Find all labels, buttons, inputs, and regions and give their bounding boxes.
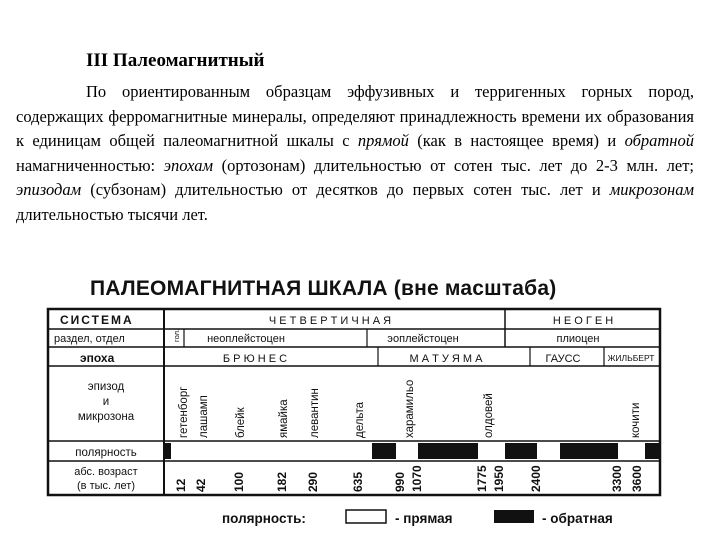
row-label-episode-2: и — [102, 396, 110, 408]
legend-reversed-label: - обратная — [542, 511, 613, 526]
row-label-episode-1: эпизод — [87, 381, 125, 393]
paragraph-text: длительностью тысячи лет. — [16, 204, 208, 224]
age-1070: 1070 — [410, 465, 424, 492]
division-pliocene: плиоцен — [556, 333, 600, 345]
term-prjamoj: прямой — [357, 131, 409, 151]
age-12: 12 — [174, 478, 188, 492]
epoch-gauss: ГАУСС — [545, 353, 581, 365]
episode-laschamp: лашамп — [198, 395, 210, 438]
age-990: 990 — [393, 471, 407, 492]
age-182: 182 — [275, 471, 289, 492]
age-100: 100 — [232, 471, 246, 492]
age-3600: 3600 — [630, 465, 644, 492]
episode-levantine: левантин — [309, 388, 321, 438]
age-2400: 2400 — [529, 465, 543, 492]
term-epoham: эпохам — [163, 155, 214, 175]
paragraph-text: (субзонам) длительностью от десятков до первых сотен тыс. лет и — [81, 180, 610, 200]
epoch-brunhes: Б Р Ю Н Е С — [222, 353, 288, 365]
system-quaternary: Ч Е Т В Е Р Т И Ч Н А Я — [268, 315, 392, 327]
age-42: 42 — [194, 478, 208, 492]
row-label-episode-3: микрозона — [77, 411, 135, 423]
paragraph-text: По ориентированным образцам эффузивных и терригенных горных пород, содержащих ферромагнитные минералы, определяют принадлежность времени их образования к единицам общей палеомагнитной шкалы с — [16, 82, 694, 151]
polarity-reversed-segment — [372, 443, 396, 459]
scale-title: ПАЛЕОМАГНИТНАЯ ШКАЛА (вне масштаба) — [90, 277, 557, 300]
age-3300: 3300 — [610, 465, 624, 492]
polarity-reversed-segment — [560, 443, 618, 459]
division-holocene: гол. — [172, 328, 181, 342]
episode-delta: дельта — [354, 401, 366, 438]
polarity-reversed-segment — [645, 443, 659, 459]
system-neogene: Н Е О Г Е Н — [552, 315, 614, 327]
term-epizodam: эпизодам — [16, 180, 82, 200]
legend-normal-swatch — [346, 510, 386, 523]
legend-reversed-swatch — [494, 510, 534, 523]
row-label-polarity: полярность — [75, 447, 137, 459]
legend-normal-label: - прямая — [395, 511, 453, 526]
episode-olduvai: олдовей — [483, 393, 495, 438]
row-label-age-1: абс. возраст — [74, 466, 138, 478]
polarity-reversed-segment — [505, 443, 537, 459]
episode-gothenburg: гетенборг — [178, 386, 190, 438]
row-label-epoch: эпоха — [80, 351, 115, 365]
paragraph-text: намагниченностью: — [16, 155, 164, 175]
paragraph-text: (ортозонам) длительностью от сотен тыс. лет до 2-3 млн. лет; — [213, 155, 694, 175]
legend-label: полярность: — [222, 511, 306, 526]
polarity-reversed-segment — [165, 443, 171, 459]
row-label-age-2: (в тыс. лет) — [77, 480, 135, 492]
division-neopleistocene: неоплейстоцен — [207, 333, 285, 345]
epoch-gilbert: ЖИЛЬБЕРТ — [607, 353, 655, 363]
episode-blake: блейк — [235, 407, 247, 438]
episode-jaramillo: харамильо — [404, 379, 416, 438]
age-1950: 1950 — [492, 465, 506, 492]
epoch-matuyama: М А Т У Я М А — [409, 353, 483, 365]
age-1775: 1775 — [475, 465, 489, 492]
polarity-bar — [165, 443, 659, 459]
age-290: 290 — [306, 471, 320, 492]
episode-cochiti: кочити — [630, 402, 642, 438]
paragraph-text: (как в настоящее время) и — [408, 131, 625, 151]
division-eopleistocene: эоплейстоцен — [387, 333, 459, 345]
term-mikrozonam: микрозонам — [609, 180, 694, 200]
row-label-system: СИСТЕМА — [60, 313, 134, 327]
row-label-division: раздел, отдел — [54, 333, 125, 345]
polarity-reversed-segment — [418, 443, 478, 459]
term-obratnoj: обратной — [624, 131, 694, 151]
section-heading: III Палеомагнитный — [86, 50, 265, 71]
episode-jamaica: ямайка — [278, 399, 290, 438]
age-635: 635 — [351, 471, 365, 492]
